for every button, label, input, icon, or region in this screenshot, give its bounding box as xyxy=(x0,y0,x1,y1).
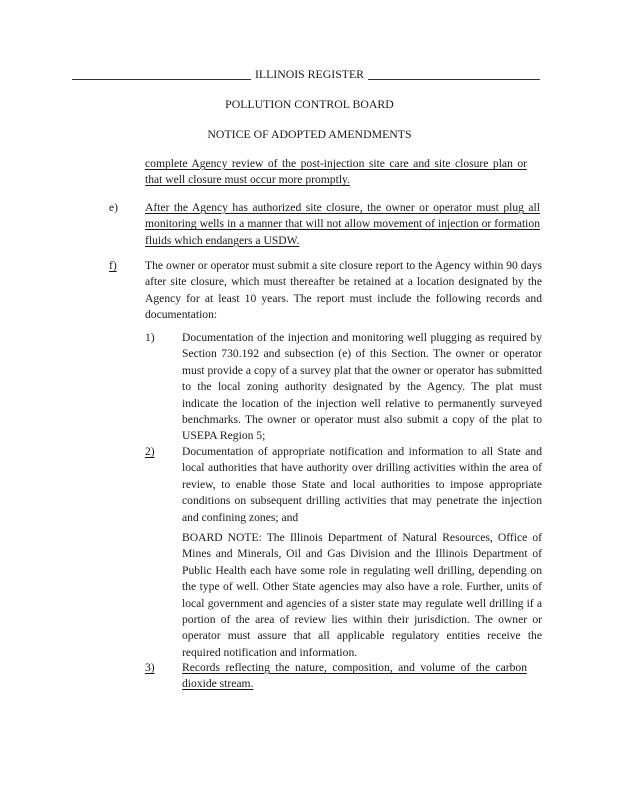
board-title: POLLUTION CONTROL BOARD xyxy=(225,97,394,111)
register-title: ILLINOIS REGISTER xyxy=(251,67,368,81)
item-3-text: Records reflecting the nature, composition, and volume of the carbon dioxide stream. xyxy=(182,661,527,691)
register-header xyxy=(0,66,619,82)
subsection-e-label: e) xyxy=(109,201,119,214)
item-1-label: 1) xyxy=(145,331,155,344)
item-2-label: 2) xyxy=(145,445,155,458)
board-note: BOARD NOTE: The Illinois Department of Natural Resources, Office of Mines and Minerals, Oil and Gas Division and the Illinois Department of Public Health each have some role in regulating well drilling, depending on the type of well. Other State agencies may also have a role. Further, units of local government and agencies of a sister state may regulate well drilling if a portion of the area of review lies within their jurisdiction. The owner or operator must assure that all applicable regulatory entities receive the required notification and information. xyxy=(182,531,542,659)
subsection-f-text: The owner or operator must submit a site closure report to the Agency within 90 days after site closure, which must thereafter be retained at a location designated by the Agency for at least 10 years. The report must include the following records and documentation: xyxy=(145,259,542,322)
item-1-text: Documentation of the injection and monitoring well plugging as required by Section 730.192 and subsection (e) of this Section. The owner or operator must provide a copy of a survey plat that the owner or operator has submitted to the local zoning authority designated by the Agency. The plat must indicate the location of the injection well relative to permanently surveyed benchmarks. The owner or operator must also submit a copy of the plat to USEPA Region 5; xyxy=(182,331,542,443)
item-2-text: Documentation of appropriate notification and information to all State and local authorities that have authority over drilling activities within the area of review, to enable those State and local authorities to impose appropriate conditions on subsequent drilling activities that may penetrate the injection and confining zones; and xyxy=(182,445,542,524)
subsection-f-label: f) xyxy=(109,259,117,272)
subsection-e-text: After the Agency has authorized site closure, the owner or operator must plug all monitoring wells in a manner that will not allow movement of injection or formation fluids which endangers a USDW. xyxy=(145,201,540,247)
continuation-paragraph: complete Agency review of the post-injection site care and site closure plan or that well closure must occur more promptly. xyxy=(145,157,527,187)
item-3-label: 3) xyxy=(145,661,155,674)
notice-title: NOTICE OF ADOPTED AMENDMENTS xyxy=(207,127,412,141)
